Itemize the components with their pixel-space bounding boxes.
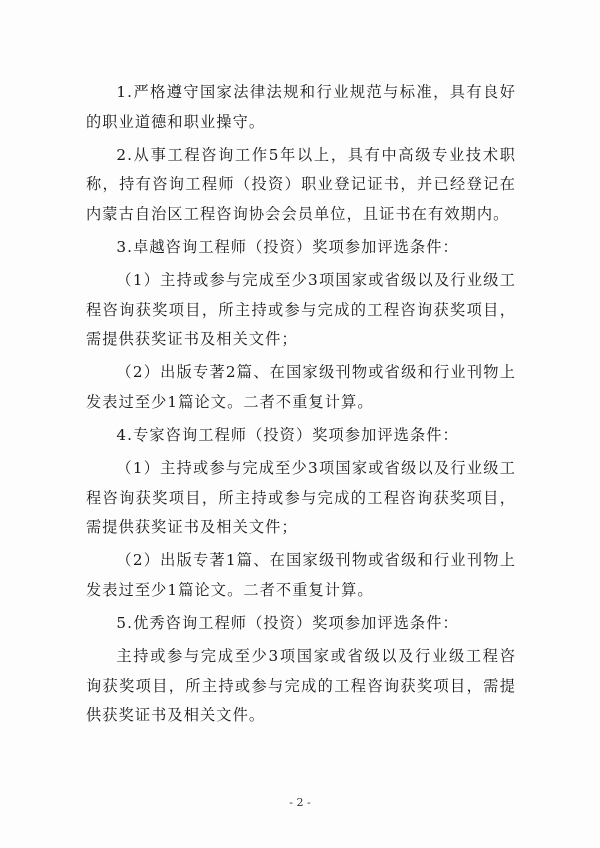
paragraph-7: （1）主持或参与完成至少3项国家或省级以及行业级工程咨询获奖项目，所主持或参与完成的工程咨询获奖项目，需提供获奖证书及相关文件； [86, 459, 516, 537]
document-body [86, 78, 516, 734]
page-number: - 2 - [289, 796, 311, 809]
paragraph-9: 5.优秀咨询工程师（投资）奖项参加评选条件： [116, 614, 459, 633]
paragraph-5: （2）出版专著2篇、在国家级刊物或省级和行业刊物上发表过至少1篇论文。二者不重复计算。 [86, 363, 516, 411]
paragraph-6: 4.专家咨询工程师（投资）奖项参加评选条件： [116, 426, 459, 445]
paragraph-1: 1.严格遵守国家法律法规和行业规范与标准，具有良好的职业道德和职业操守。 [86, 83, 516, 131]
paragraph-8: （2）出版专著1篇、在国家级刊物或省级和行业刊物上发表过至少1篇论文。二者不重复计算。 [86, 551, 516, 599]
paragraph-2: 2.从事工程咨询工作5年以上，具有中高级专业技术职称，持有咨询工程师（投资）职业登记证书，并已经登记在内蒙古自治区工程咨询协会会员单位，且证书在有效期内。 [86, 145, 516, 223]
paragraph-10: 主持或参与完成至少3项国家或省级以及行业级工程咨询获奖项目，所主持或参与完成的工程咨询获奖项目，需提供获奖证书及相关文件。 [86, 647, 516, 725]
paragraph-4: （1）主持或参与完成至少3项国家或省级以及行业级工程咨询获奖项目，所主持或参与完成的工程咨询获奖项目，需提供获奖证书及相关文件； [86, 271, 516, 349]
paragraph-3: 3.卓越咨询工程师（投资）奖项参加评选条件： [116, 237, 459, 256]
